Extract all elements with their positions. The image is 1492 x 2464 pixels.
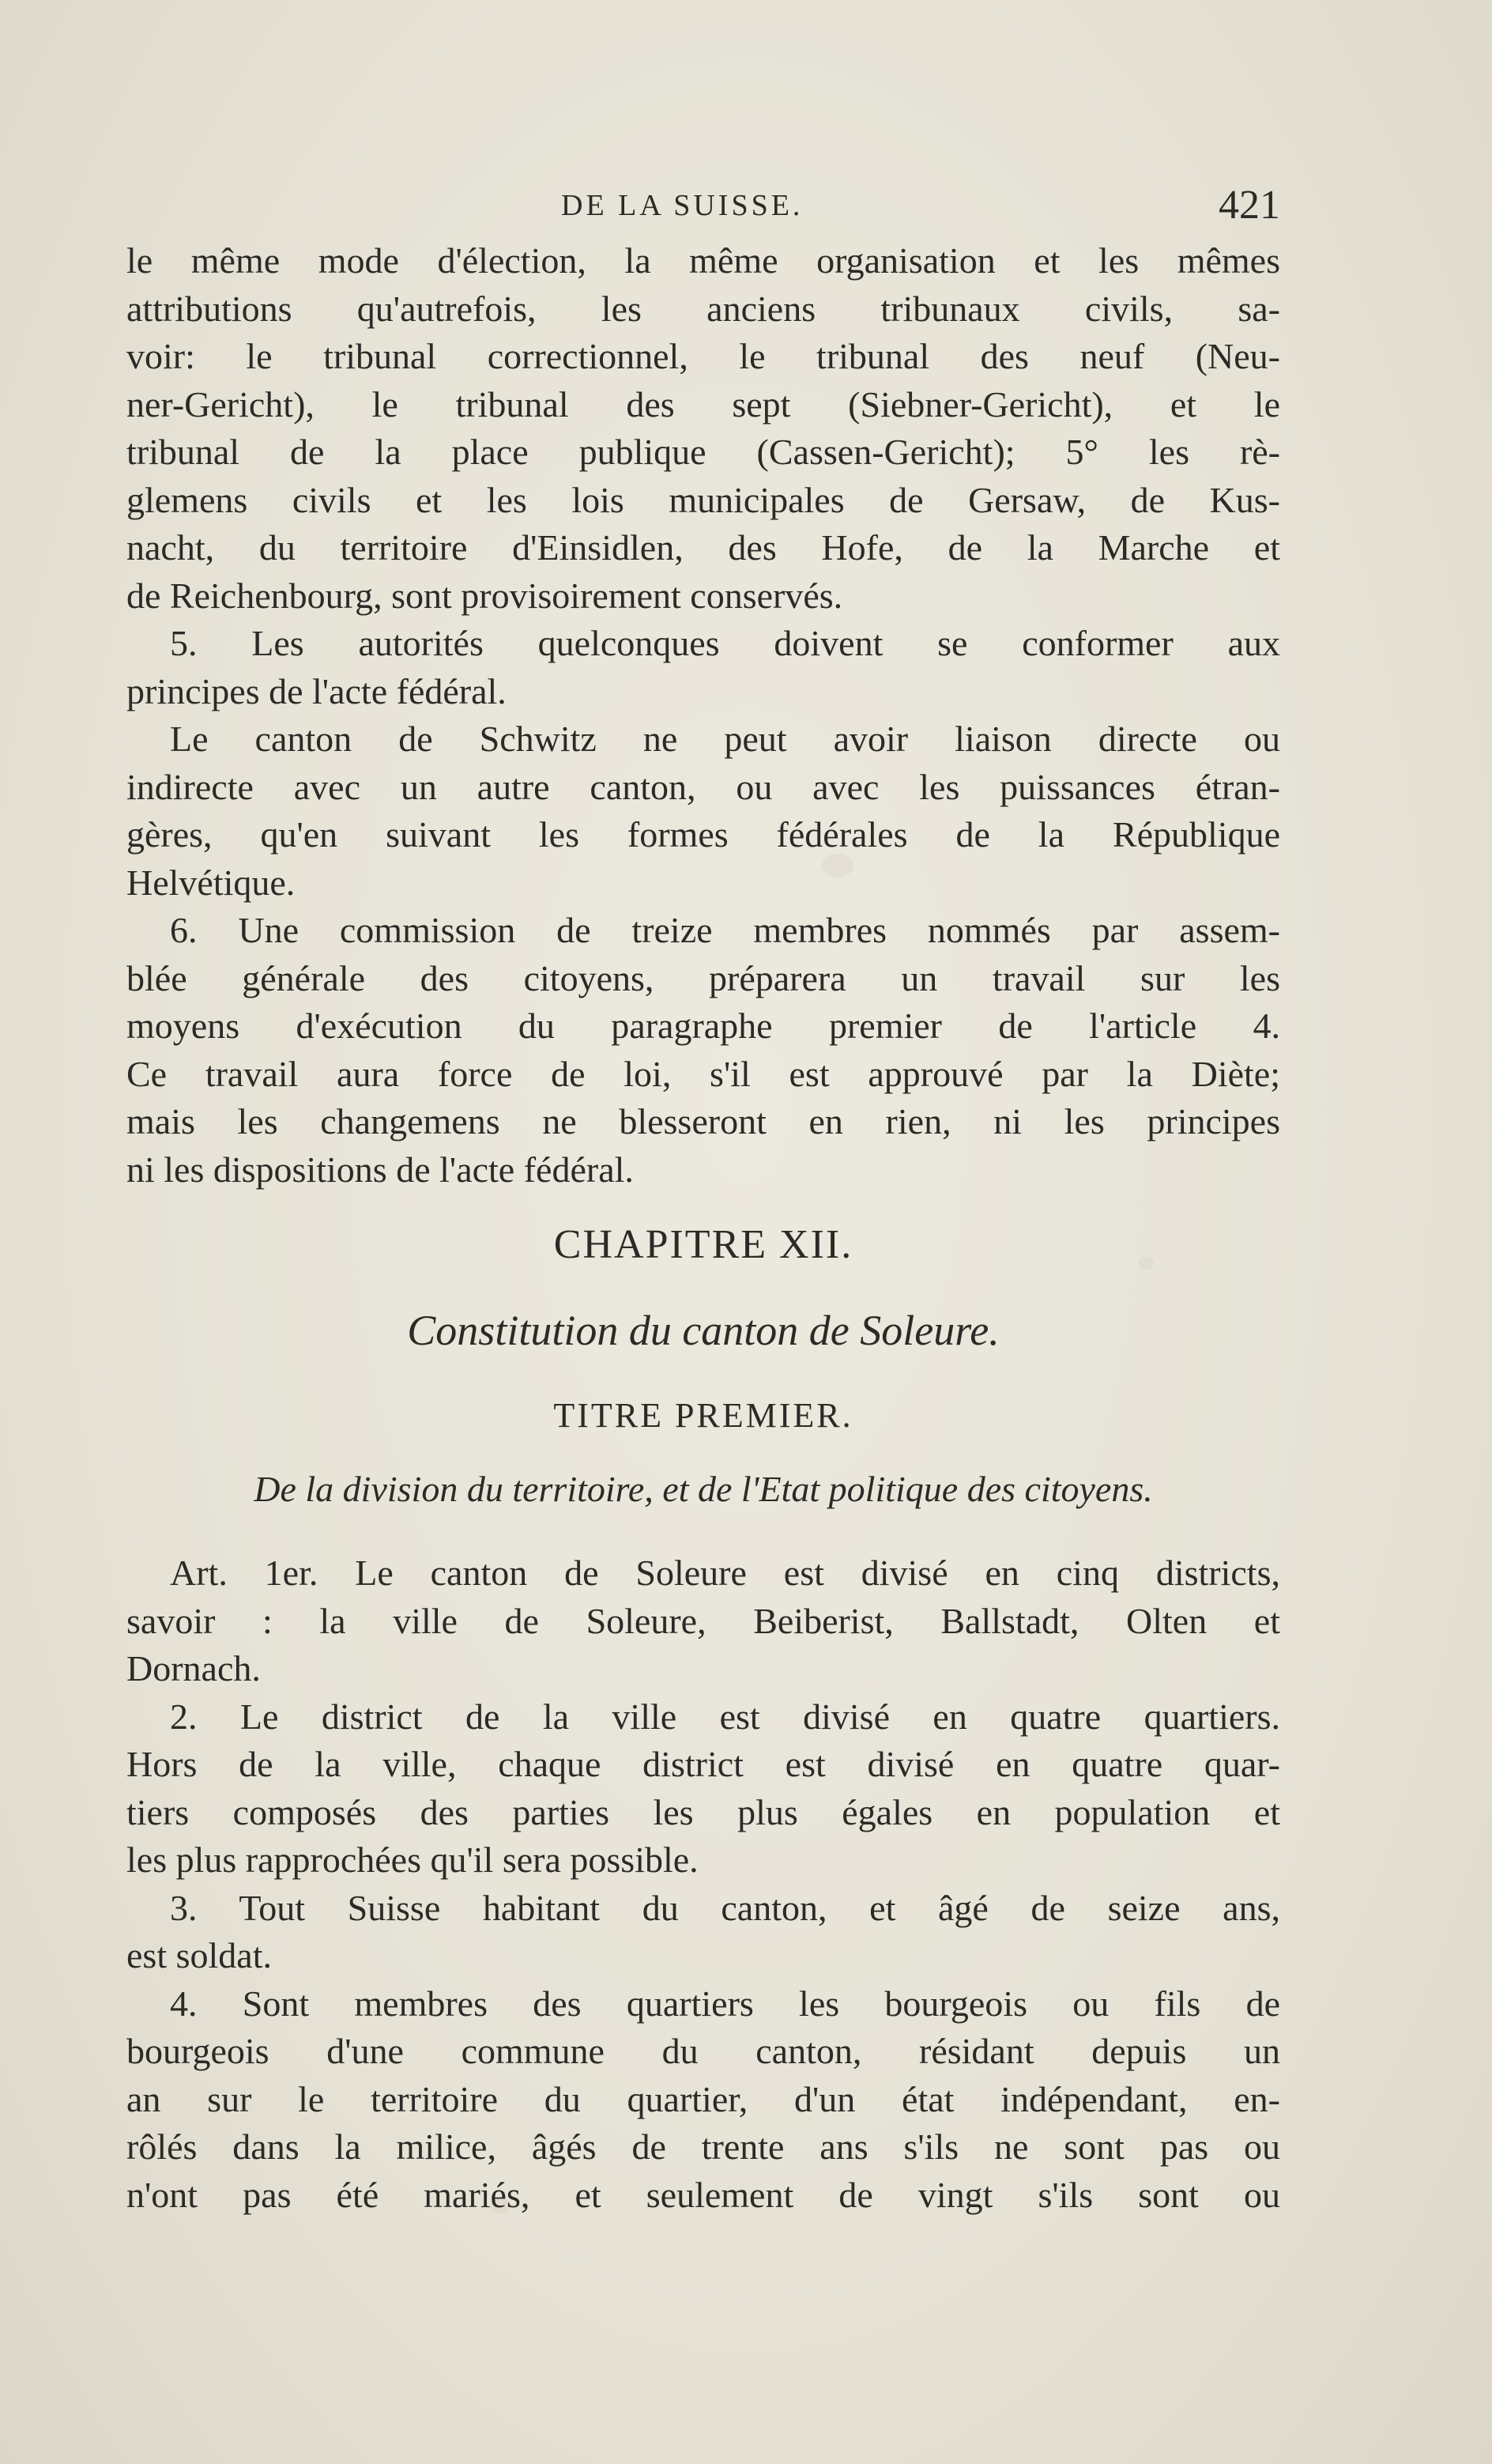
text-line: gères, qu'en suivant les formes fédérales de la République — [126, 814, 1280, 855]
text-line: mais les changemens ne blesseront en rien, ni les principes — [126, 1101, 1280, 1141]
text-line: 4. Sont membres des quartiers les bourgeois ou fils de — [170, 1983, 1280, 2024]
text-line: Ce travail aura force de loi, s'il est approuvé par la Diète; — [126, 1053, 1280, 1094]
chapter-subtitle: Constitution du canton de Soleure. — [407, 1307, 1000, 1354]
text-line: attributions qu'autrefois, les anciens tribunaux civils, sa- — [126, 288, 1280, 329]
text-line: les plus rapprochées qu'il sera possible. — [126, 1840, 699, 1880]
section-heading: De la division du territoire, et de l'Etat politique des citoyens. — [254, 1469, 1153, 1509]
text-line: nacht, du territoire d'Einsidlen, des Hofe, de la Marche et — [126, 527, 1280, 568]
text-line: n'ont pas été mariés, et seulement de vingt s'ils sont ou — [126, 2174, 1280, 2215]
text-line: est soldat. — [126, 1935, 272, 1975]
text-line: savoir : la ville de Soleure, Beiberist, Ballstadt, Olten et — [126, 1600, 1280, 1641]
text-line: Helvétique. — [126, 862, 296, 903]
text-line: voir: le tribunal correctionnel, le tribunal des neuf (Neu- — [126, 336, 1280, 376]
text-line: blée générale des citoyens, préparera un travail sur les — [126, 957, 1280, 998]
page-number: 421 — [1219, 183, 1280, 228]
text-line: 6. Une commission de treize membres nommés par assem- — [170, 910, 1280, 950]
text-line: 3. Tout Suisse habitant du canton, et âgé de seize ans, — [170, 1887, 1280, 1928]
text-line: ni les dispositions de l'acte fédéral. — [126, 1149, 634, 1190]
text-line: bourgeois d'une commune du canton, résidant depuis un — [126, 2031, 1280, 2071]
text-line: le même mode d'élection, la même organisation et les mêmes — [126, 240, 1280, 281]
text-line: an sur le territoire du quartier, d'un état indépendant, en- — [126, 2078, 1280, 2119]
title-heading: TITRE PREMIER. — [553, 1396, 853, 1435]
text-line: Hors de la ville, chaque district est divisé en quatre quar- — [126, 1744, 1280, 1784]
running-head — [126, 183, 1280, 236]
chapter-heading: CHAPITRE XII. — [553, 1222, 853, 1267]
text-line: moyens d'exécution du paragraphe premier de l'article 4. — [126, 1006, 1280, 1046]
text-line: Le canton de Schwitz ne peut avoir liaison directe ou — [170, 719, 1280, 759]
text-line: tiers composés des parties les plus égales en population et — [126, 1791, 1280, 1832]
text-line: 2. Le district de la ville est divisé en quatre quartiers. — [170, 1696, 1280, 1737]
text-line: tribunal de la place publique (Cassen-Gericht); 5° les rè- — [126, 432, 1280, 472]
text-line: principes de l'acte fédéral. — [126, 670, 507, 711]
text-line: Dornach. — [126, 1648, 261, 1689]
text-line: rôlés dans la milice, âgés de trente ans s'ils ne sont pas ou — [126, 2126, 1280, 2167]
running-title: DE LA SUISSE. — [561, 189, 804, 222]
text-line: Art. 1er. Le canton de Soleure est divisé en cinq districts, — [170, 1553, 1280, 1593]
text-line: glemens civils et les lois municipales de Gersaw, de Kus- — [126, 479, 1280, 520]
text-line: de Reichenbourg, sont provisoirement conservés. — [126, 575, 843, 616]
upper-text — [126, 237, 1280, 1194]
text-line: 5. Les autorités quelconques doivent se conformer aux — [170, 623, 1280, 663]
lower-text — [126, 1549, 1280, 2219]
text-line: indirecte avec un autre canton, ou avec les puissances étran- — [126, 766, 1280, 807]
text-line: ner-Gericht), le tribunal des sept (Siebner-Gericht), et le — [126, 383, 1280, 425]
